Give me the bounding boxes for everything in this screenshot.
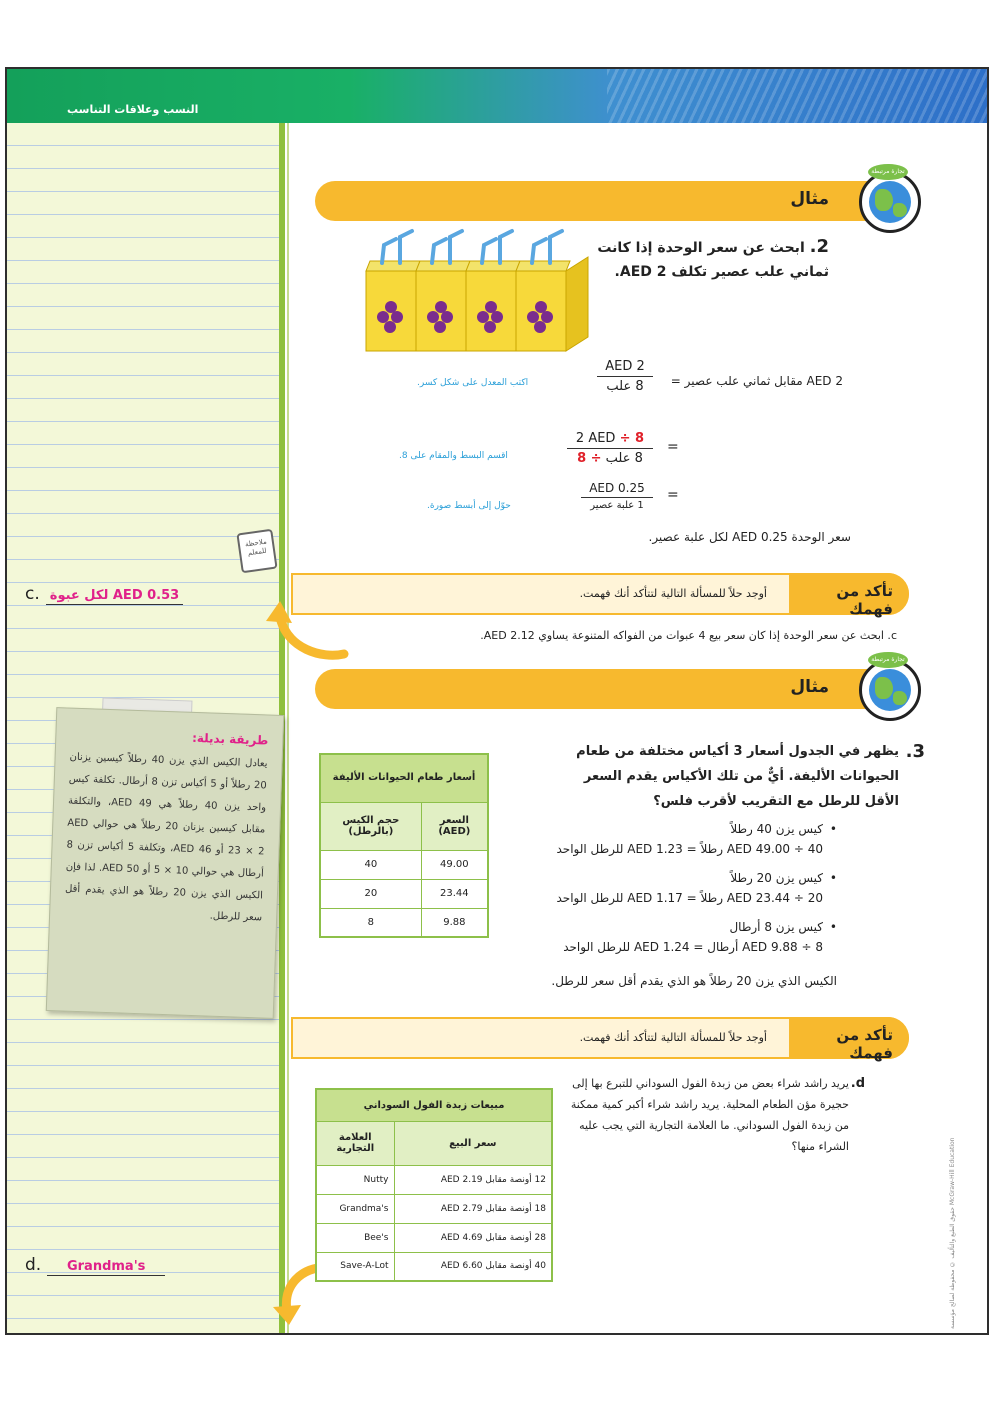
example-3-question (559, 739, 925, 814)
fraction-1 (597, 359, 653, 394)
example-3-bullets (497, 819, 837, 966)
example-bar-2 (315, 669, 907, 709)
question-d-text: يريد راشد شراء بعض من زبدة الفول السوداني للتبرع بها إلى حجيرة مؤن الطعام المحلية. يريد راشد شراء أكبر كمية ممكنة من زبدة الفول السوداني. ما العلامة التجارية التي يجب عليه الشراء منها؟ (570, 1077, 849, 1153)
table-cell: Nutty (316, 1165, 394, 1194)
check-1-text: أوجد حلاً للمسألة التالية لتتأكد أنك فهمت. (579, 587, 767, 600)
table-cell: 20 (320, 879, 421, 908)
bullet-2-line2: AED 23.44 ÷ 20 رطلاً = AED 1.17 للرطل الواحد (556, 891, 823, 905)
note-simplify: حوّل إلى أبسط صورة. (427, 501, 511, 511)
teacher-note-icon: ملاحظة للمعلم (236, 529, 277, 574)
check-2-title: تأكد من فهمك (836, 1026, 893, 1062)
table-row (320, 879, 488, 908)
table-cell: 23.44 (421, 879, 488, 908)
table-cell: Grandma's (316, 1194, 394, 1223)
example-bar-1 (315, 181, 907, 221)
note-divide: اقسم البسط والمقام على 8. (399, 451, 508, 461)
table-cell: 18 أونصة مقابل AED 2.79 (394, 1194, 552, 1223)
table-row (316, 1252, 552, 1281)
header-title: النسب وعلاقات التناسب (67, 103, 199, 116)
answer-d (25, 1255, 165, 1276)
pet-food-table (319, 753, 489, 938)
fraction-2-den-main: 8 علب (605, 451, 643, 466)
alternative-method-note (46, 707, 284, 1019)
list-item (497, 868, 837, 908)
check-1-title: تأكد من فهمك (836, 582, 893, 618)
table-cell: 8 (320, 908, 421, 937)
juice-boxes-image (362, 227, 594, 357)
check-understanding-bar-1 (291, 573, 909, 618)
peanut-col-brand: العلامة التجارية (316, 1121, 394, 1165)
answer-d-value: Grandma's (47, 1259, 165, 1276)
fraction-2 (567, 431, 653, 466)
copyright-side-text: حقوق الطبع والتأليف © محفوظة لصالح مؤسسة McGraw-Hill Education (949, 1137, 956, 1329)
check-2-text: أوجد حلاً للمسألة التالية لتتأكد أنك فهمت. (579, 1031, 767, 1044)
table-row (316, 1194, 552, 1223)
table-row (316, 1165, 552, 1194)
question-d (559, 1073, 865, 1157)
fraction-2-denominator (567, 449, 653, 466)
question-2-line1: ابحث عن سعر الوحدة إذا كانت (597, 240, 805, 256)
note-write-fraction: اكتب المعدل على شكل كسر. (417, 378, 529, 388)
peanut-table-caption: مبيعات زبدة الفول السوداني (316, 1089, 552, 1121)
bullet-1-line1: • كيس يزن 40 رطلاً (730, 822, 823, 836)
globe-tag-2: تجارة مرتبطة (868, 652, 908, 668)
pet-food-col-price: السعر (AED) (421, 802, 488, 850)
question-c: c. ابحث عن سعر الوحدة إذا كان سعر بيع 4 عبوات من الفواكه المتنوعة يساوي AED 2.12. (480, 629, 897, 642)
fraction-2-num-op: ÷ 8 (619, 431, 645, 446)
answer-c-label: c. (25, 584, 40, 604)
fraction-2-den-op: ÷ 8 (577, 451, 602, 466)
header-decoration (607, 69, 987, 123)
bullet-2-line1: • كيس يزن 20 رطلاً (730, 871, 823, 885)
table-cell: 12 أونصة مقابل AED 2.19 (394, 1165, 552, 1194)
equals-sign-2: = (667, 439, 679, 455)
example-1-label: مثال (790, 189, 829, 209)
page-header (7, 69, 987, 123)
globe-icon-1 (859, 168, 921, 233)
table-row (316, 1223, 552, 1252)
table-cell: 28 أونصة مقابل AED 4.69 (394, 1223, 552, 1252)
table-row (320, 850, 488, 879)
table-cell: 9.88 (421, 908, 488, 937)
table-cell: 40 (320, 850, 421, 879)
question-number-2: 2. (809, 236, 829, 257)
globe-tag-1: تجارة مرتبطة (868, 164, 908, 180)
equals-sign-3: = (667, 487, 679, 503)
question-2-line2: ثماني علب عصير تكلف AED 2. (614, 264, 829, 280)
example-2-label: مثال (790, 677, 829, 697)
peanut-col-price: سعر البيع (394, 1121, 552, 1165)
fraction-1-denominator: 8 علب (606, 379, 644, 394)
fraction-2-num-main: 2 AED (575, 431, 616, 446)
example-3-conclusion: الكيس الذي يزن 20 رطلاً هو الذي يقدم أقل سعر للرطل. (551, 974, 837, 988)
question-3-text: يظهر في الجدول أسعار 3 أكياس مختلفة من طعام الحيوانات الأليفة. أيٌّ من تلك الأكياس يقدم السعر الأقل للرطل مع التقريب لأقرب فلس؟ (576, 744, 899, 809)
fraction-3 (581, 481, 653, 511)
sticky-text: يعادل الكيس الذي يزن 40 رطلاً كيسين يزنان 20 رطلاً أو 5 أكياس تزن 8 أرطال. تكلفة كيس واحد يزن 40 رطلاً هي AED 49، والتكلفة مقابل كيسين يزنان 20 رطلاً هي حوالي AED 23 × 2 أو AED 46، وتكلفة 5 أكياس تزن 8 أرطال هي حوالي 10 × 5 أو AED 50. لذا فإن الكيس الذي يزن 20 رطلاً هو الذي يقدم أقل سعر للرطل. (64, 751, 268, 924)
peanut-butter-table (315, 1088, 553, 1282)
globe-icon-2 (859, 656, 921, 721)
question-d-label: d. (850, 1076, 865, 1091)
textbook-page (5, 67, 989, 1335)
table-cell: 49.00 (421, 850, 488, 879)
pet-food-table-caption: أسعار طعام الحيوانات الأليفة (320, 754, 488, 802)
table-cell: 40 أونصة مقابل AED 6.60 (394, 1252, 552, 1281)
answer-c (25, 584, 183, 605)
list-item (497, 819, 837, 859)
pet-food-col-size: حجم الكيس (بالرطل) (320, 802, 421, 850)
list-item (497, 917, 837, 957)
answer-d-label: d. (25, 1255, 42, 1275)
fraction-1-numerator: AED 2 (597, 359, 653, 377)
sticky-title: طريقة بديلة: (191, 730, 269, 748)
fraction-3-denominator: 1 علبة عصير (590, 500, 644, 511)
answer-c-value: AED 0.53 لكل عبوة (46, 588, 183, 605)
fraction-3-numerator: AED 0.25 (581, 481, 653, 498)
bullet-3-line1: • كيس يزن 8 أرطال (729, 920, 823, 934)
row1-label: AED 2 مقابل ثماني علب عصير = (670, 374, 843, 388)
bullet-3-line2: AED 9.88 ÷ 8 أرطال = AED 1.24 للرطل الواحد (563, 940, 823, 954)
check-understanding-bar-2 (291, 1017, 909, 1062)
table-cell: Bee's (316, 1223, 394, 1252)
fraction-2-numerator (567, 431, 653, 449)
table-cell: Save-A-Lot (316, 1252, 394, 1281)
notebook-margin-line-inner (287, 123, 289, 1335)
bullet-1-line2: AED 49.00 ÷ 40 رطلاً = AED 1.23 للرطل الواحد (556, 842, 823, 856)
example-2-conclusion: سعر الوحدة AED 0.25 لكل علبة عصير. (648, 530, 851, 544)
question-number-3: 3. (905, 741, 925, 762)
table-row (320, 908, 488, 937)
